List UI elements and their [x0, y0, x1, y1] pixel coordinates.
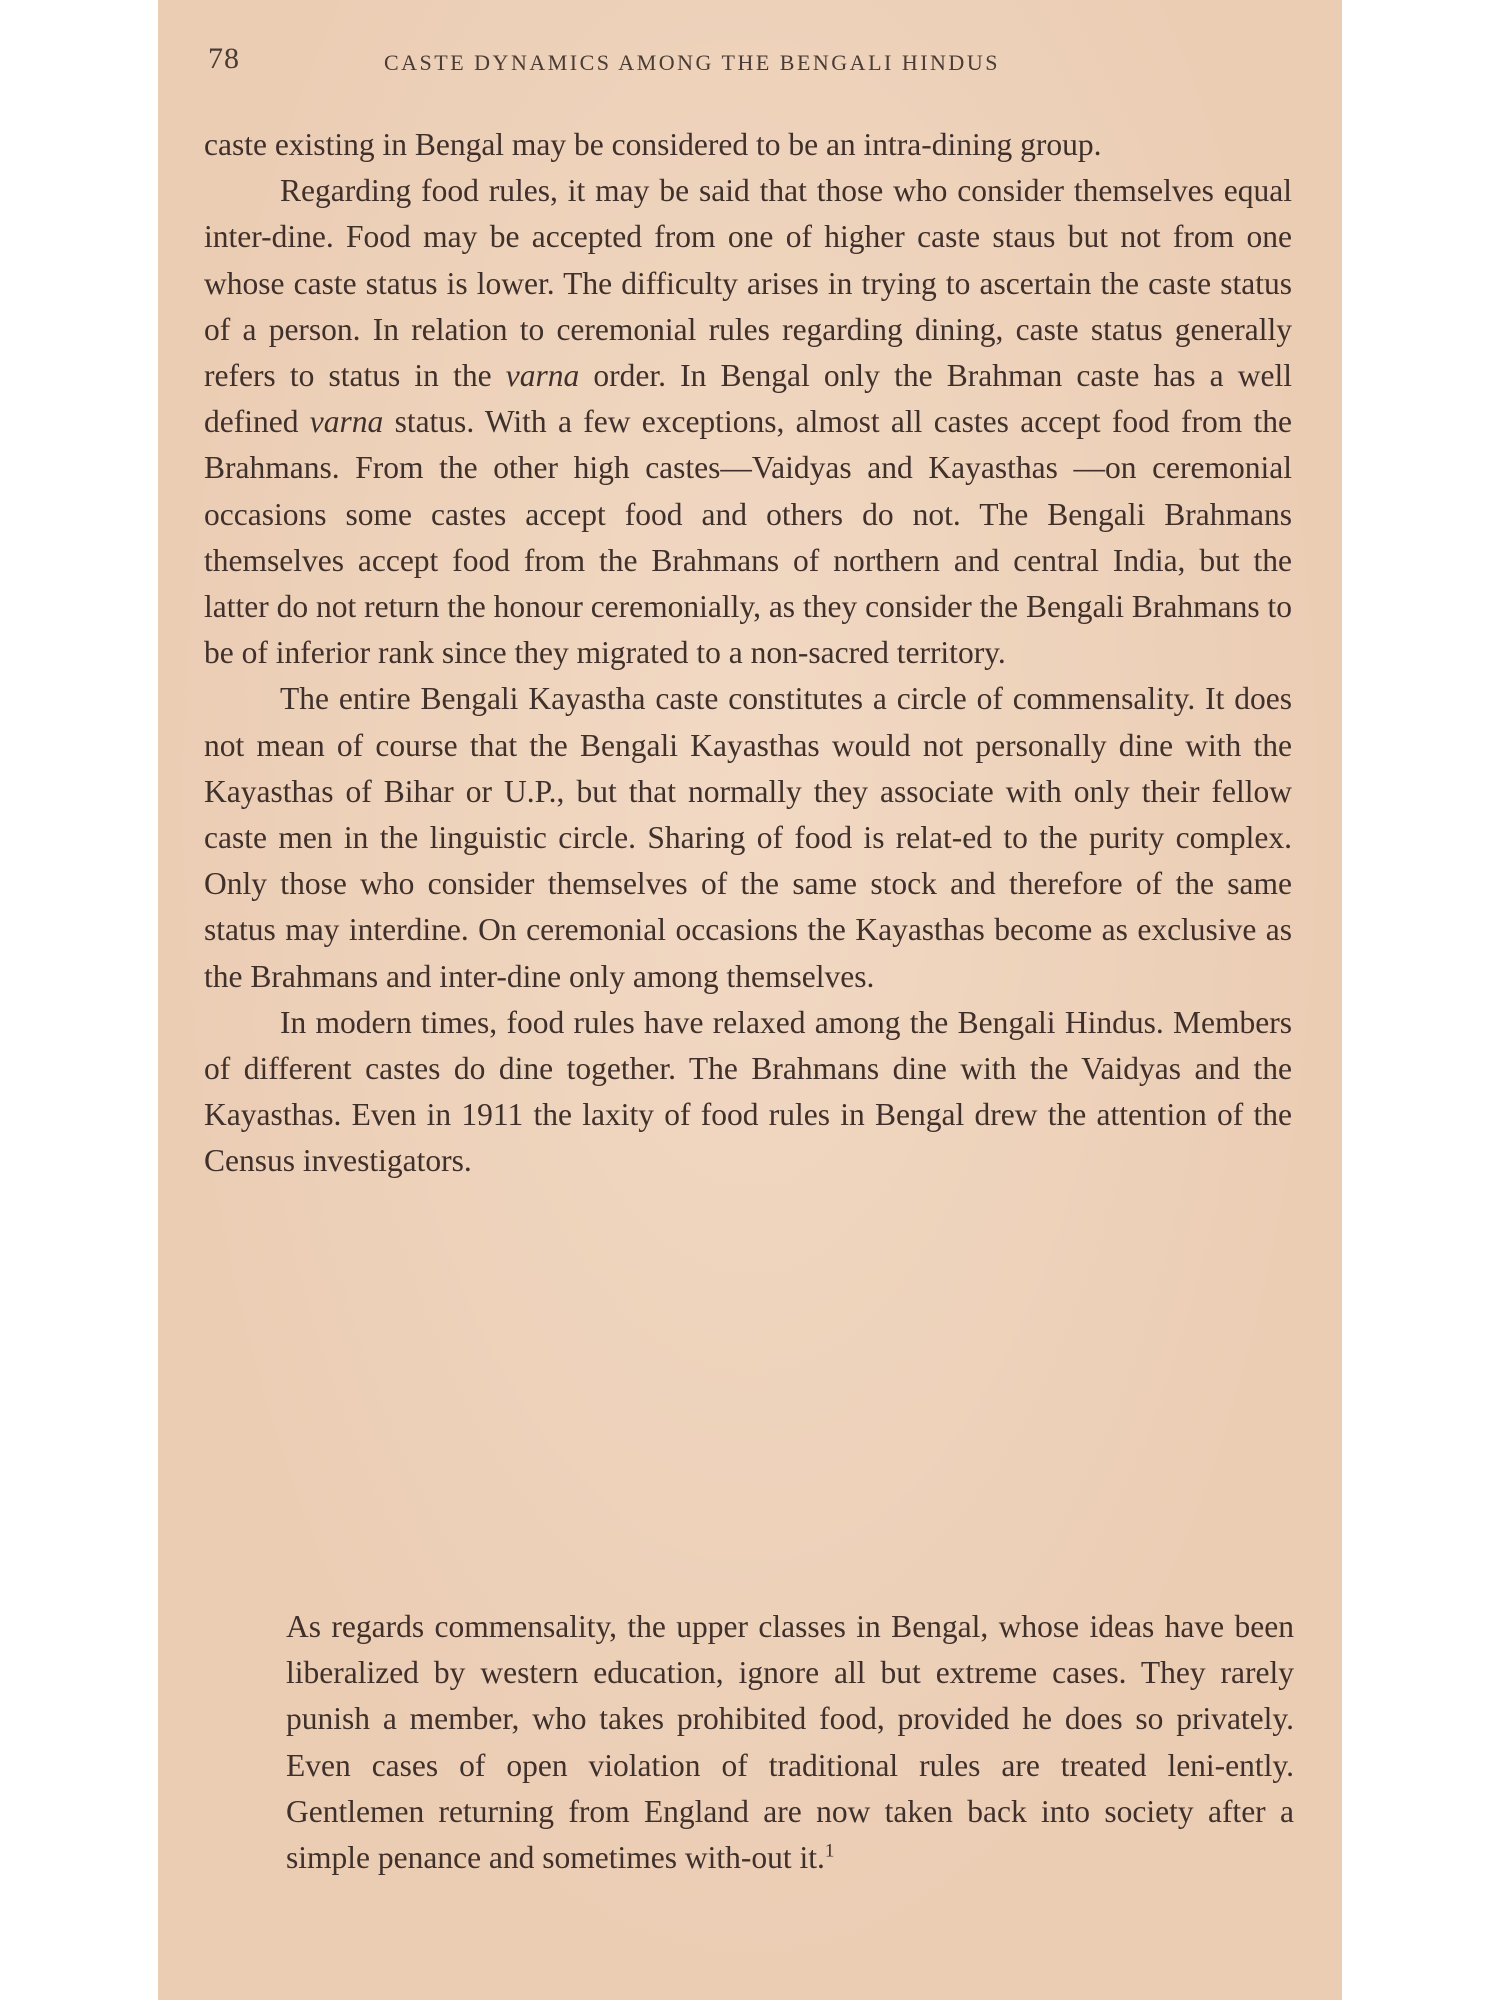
paragraph-food-rules: [204, 168, 1292, 676]
varna-term: varna: [505, 358, 580, 394]
body-text: [204, 122, 1292, 1185]
book-page: [158, 0, 1342, 2000]
quote-paragraph: [286, 1604, 1294, 1881]
paragraph-continued: caste existing in Bengal may be considered to be an intra-dining group.: [204, 127, 1102, 162]
paragraph-text: Regarding food rules, it may be said that those who consider themselves equal inter-dine. Food may be accepted from one of higher caste staus but not from one whose caste status is lower. The difficulty arises in trying to ascertain the caste status of a person. In relation to ceremonial rules regarding dining, caste status generally refers to status in the: [204, 173, 1292, 394]
block-quote: [286, 1604, 1294, 1881]
paragraph-text: status. With a few exceptions, almost all castes accept food from the Brahmans. From the other high castes—Vaidyas and Kayasthas —on ceremonial occasions some castes accept food and others do not. The Bengali Brahmans themselves accept food from the Brahmans of northern and central India, but the latter do not return the honour ceremonially, as they consider the Bengali Brahmans to be of inferior rank since they migrated to a non-sacred territory.: [204, 404, 1292, 671]
page-number: 78: [208, 42, 240, 75]
page-header: [206, 42, 1266, 82]
paragraph-modern-times: In modern times, food rules have relaxed among the Bengali Hindus. Members of different castes do dine together. The Brahmans dine with the Vaidyas and the Kayasthas. Even in 1911 the laxity of food rules in Bengal drew the attention of the Census investigators.: [204, 1004, 1292, 1179]
varna-term: varna: [309, 404, 384, 440]
paragraph-text: order. In Bengal only the Brahman caste has a well defined: [204, 358, 1292, 440]
quote-text: As regards commensality, the upper classes in Bengal, whose ideas have been liberalized by western education, ignore all but extreme cases. They rarely punish a member, who takes prohibited food, provided he does so privately. Even cases of open violation of traditional rules are treated leni-ently. Gentlemen returning from England are now taken back into society after a simple penance and sometimes with-out it.: [286, 1609, 1294, 1876]
footnote-mark: 1: [824, 1840, 835, 1862]
paragraph-kayastha: The entire Bengali Kayastha caste constitutes a circle of commensality. It does not mean of course that the Bengali Kayasthas would not personally dine with the Kayasthas of Bihar or U.P., but that normally they associate with only their fellow caste men in the linguistic circle. Sharing of food is relat-ed to the purity complex. Only those who consider themselves of the same stock and therefore of the same status may interdine. On ceremonial occasions the Kayasthas become as exclusive as the Brahmans and inter-dine only among themselves.: [204, 681, 1292, 994]
running-head: CASTE DYNAMICS AMONG THE BENGALI HINDUS: [384, 50, 1000, 75]
